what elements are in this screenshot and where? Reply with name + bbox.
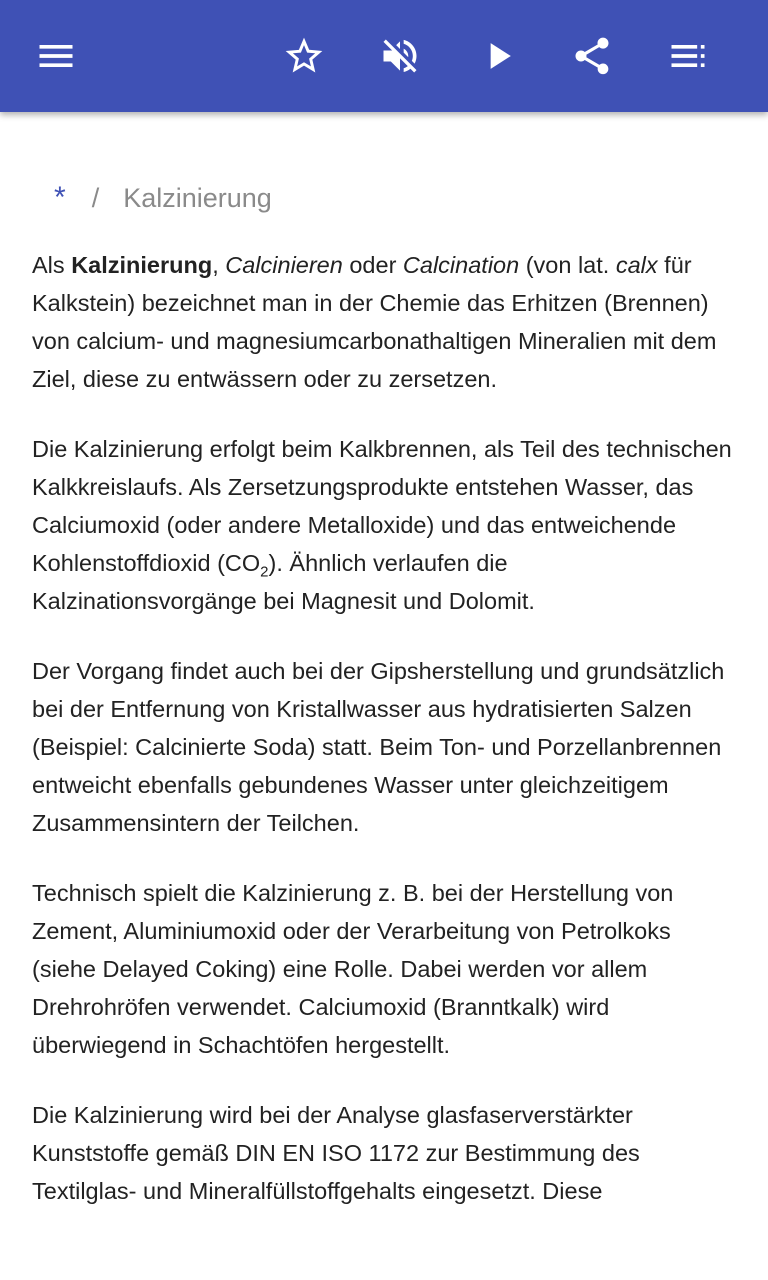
play-icon[interactable] <box>470 28 526 84</box>
share-icon[interactable] <box>564 28 620 84</box>
text-run: Die Kalzinierung erfolgt beim Kalkbrennen, als Teil des technischen Kalkkreislaufs. Als Zersetzungsprodukte entstehen Wasser, das Calciumoxid (oder andere Metalloxide) und das entweichende Kohlenstoffdioxid (CO <box>32 436 732 576</box>
star-icon[interactable] <box>276 28 332 84</box>
term-bold: Kalzinierung <box>71 252 213 278</box>
text-run: (von lat. <box>519 252 616 278</box>
text-run: , <box>212 252 226 278</box>
app-bar <box>0 0 768 112</box>
term-italic: Calcination <box>402 252 520 278</box>
breadcrumb-current: Kalzinierung <box>123 182 272 213</box>
text-run: oder <box>342 252 403 278</box>
menu-icon[interactable] <box>28 28 84 84</box>
term-italic: calx <box>615 252 658 278</box>
text-run: für Kalkstein) bezeichnet man in der Chemie das Erhitzen (Brennen) von calcium- und magnesiumcarbonathaltigen Mineralien mit dem Ziel, diese zu entwässern oder zu zersetzen. <box>32 252 717 392</box>
paragraph-3: Der Vorgang findet auch bei der Gipsherstellung und grundsätzlich bei der Entfernung von Kristallwasser aus hydratisierten Salzen (Beispiel: Calcinierte Soda) statt. Beim Ton- und Porzellanbrennen entweicht ebenfalls gebundenes Wasser unter gleichzeitigem Zusammensintern der Teilchen. <box>32 658 725 836</box>
paragraph-intro <box>32 246 736 398</box>
volume-off-icon[interactable] <box>372 28 428 84</box>
paragraph-4: Technisch spielt die Kalzinierung z. B. bei der Herstellung von Zement, Aluminiumoxid oder der Verarbeitung von Petrolkoks (siehe Delayed Coking) eine Rolle. Dabei werden vor allem Drehrohröfen verwendet. Calciumoxid (Branntkalk) wird überwiegend in Schachtöfen hergestellt. <box>32 880 674 1058</box>
playlist-icon[interactable] <box>660 28 716 84</box>
text-run: Als <box>32 252 72 278</box>
paragraph-2 <box>32 430 736 620</box>
subscript: 2 <box>260 563 269 581</box>
breadcrumb-separator: / <box>91 182 100 213</box>
article-content <box>32 112 736 1280</box>
breadcrumb-home-link[interactable]: * <box>54 181 66 214</box>
article-body <box>32 246 736 1210</box>
breadcrumb <box>32 178 736 218</box>
term-italic: Calcinieren <box>225 252 343 278</box>
paragraph-5: Die Kalzinierung wird bei der Analyse glasfaserverstärkter Kunststoffe gemäß DIN EN ISO 1172 zur Bestimmung des Textilglas- und Mineralfüllstoffgehalts eingesetzt. Diese <box>32 1102 640 1204</box>
text-run: ). Ähnlich verlaufen die Kalzinationsvorgänge bei Magnesit und Dolomit. <box>32 550 535 614</box>
